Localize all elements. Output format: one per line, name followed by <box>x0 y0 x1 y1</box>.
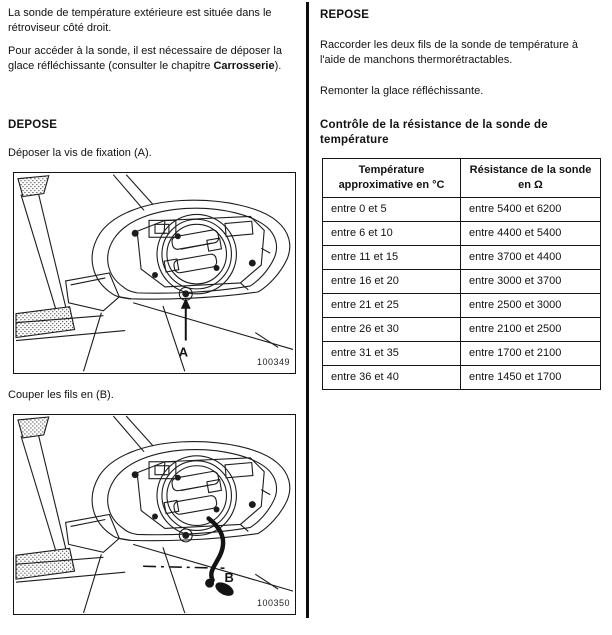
step-remove-screw: Déposer la vis de fixation (A). <box>8 147 152 159</box>
access-text: Pour accéder à la sonde, il est nécessaire de déposer la glace réfléchissante (consulter le chapitre <box>8 45 282 72</box>
figure-mirror-screw <box>13 172 296 374</box>
marker-a-label: A <box>178 344 189 360</box>
resistance-table-wrapper <box>322 158 601 390</box>
temperature-cell: entre 6 et 10 <box>323 222 461 246</box>
resistance-cell: entre 4400 et 5400 <box>461 222 601 246</box>
intro-paragraph <box>8 6 298 36</box>
temperature-cell: entre 16 et 20 <box>323 270 461 294</box>
depose-heading: DEPOSE <box>8 119 58 131</box>
refit-paragraph: Remonter la glace réfléchissante. <box>320 85 484 97</box>
table-header-row <box>323 159 601 198</box>
resistance-cell: entre 1700 et 2100 <box>461 342 601 366</box>
figure2-number: 100350 <box>256 598 290 608</box>
access-paragraph <box>8 44 298 74</box>
reconnect-paragraph: Raccorder les deux fils de la sonde de température à l'aide de manchons thermorétractables. <box>320 39 579 66</box>
resistance-table <box>322 158 601 390</box>
column-divider <box>306 2 309 618</box>
resistance-cell: entre 3700 et 4400 <box>461 246 601 270</box>
temperature-cell: entre 0 et 5 <box>323 198 461 222</box>
intro-text: La sonde de température extérieure est située dans le rétroviseur côté droit. <box>8 7 272 34</box>
resistance-cell: entre 2500 et 3000 <box>461 294 601 318</box>
resistance-cell: entre 1450 et 1700 <box>461 366 601 390</box>
resistance-cell: entre 3000 et 3700 <box>461 270 601 294</box>
temperature-column-header: Température approximative en °C <box>323 159 461 198</box>
resistance-cell: entre 5400 et 6200 <box>461 198 601 222</box>
temperature-cell: entre 31 et 35 <box>323 342 461 366</box>
table-row <box>323 294 601 318</box>
step-cut-wires: Couper les fils en (B). <box>8 389 114 401</box>
temperature-cell: entre 36 et 40 <box>323 366 461 390</box>
table-row <box>323 342 601 366</box>
figure1-number: 100349 <box>256 357 290 367</box>
figure-mirror-wires <box>13 414 296 615</box>
mirror-wires-drawing <box>14 415 295 614</box>
table-row <box>323 246 601 270</box>
resistance-check-heading: Contrôle de la résistance de la sonde de température <box>320 119 548 146</box>
chapter-reference: Carrosserie <box>213 60 275 72</box>
table-row <box>323 366 601 390</box>
temperature-cell: entre 26 et 30 <box>323 318 461 342</box>
mirror-screw-drawing <box>14 173 295 373</box>
resistance-cell: entre 2100 et 2500 <box>461 318 601 342</box>
table-row <box>323 270 601 294</box>
repose-heading: REPOSE <box>320 9 370 21</box>
temperature-cell: entre 21 et 25 <box>323 294 461 318</box>
temperature-cell: entre 11 et 15 <box>323 246 461 270</box>
marker-b-label: B <box>224 570 234 586</box>
table-row <box>323 222 601 246</box>
table-row <box>323 198 601 222</box>
access-text-end: ). <box>274 60 282 72</box>
table-row <box>323 318 601 342</box>
resistance-column-header: Résistance de la sonde en Ω <box>461 159 601 198</box>
